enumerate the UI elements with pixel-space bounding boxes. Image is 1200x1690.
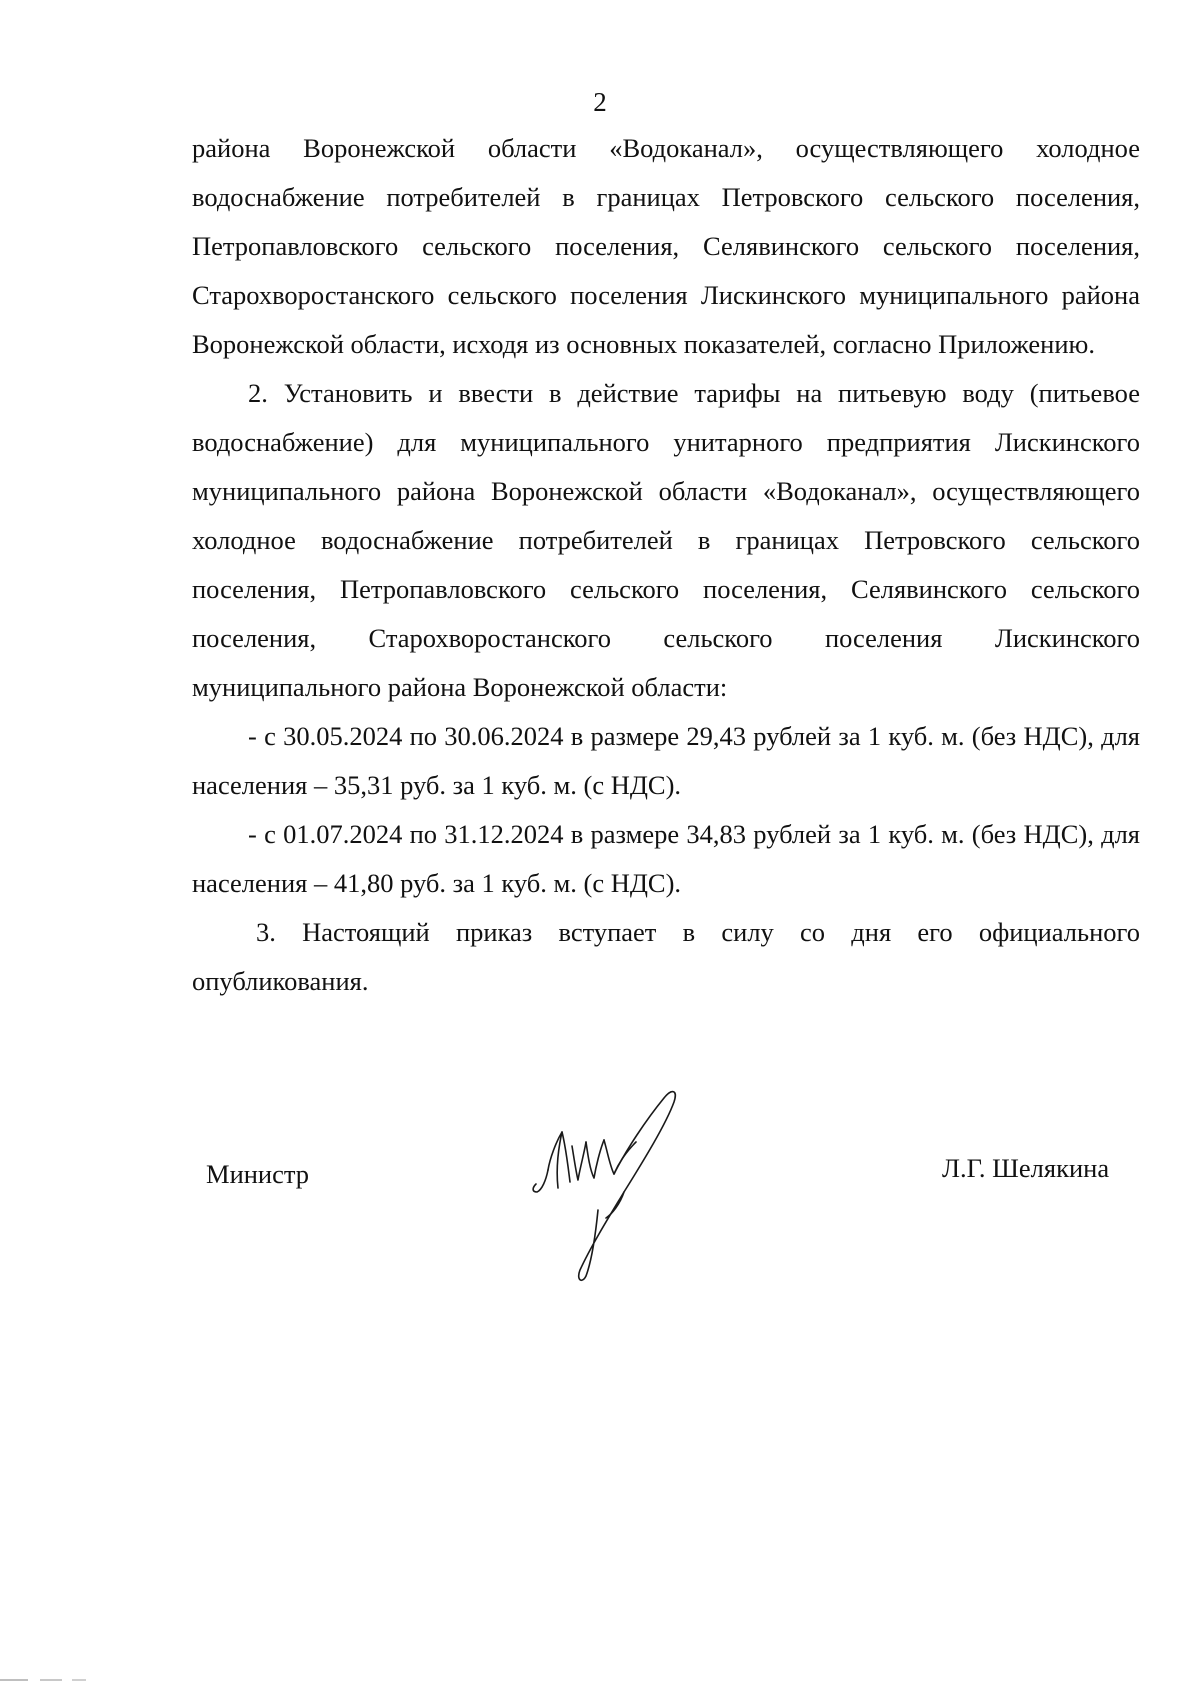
paragraph-continuation: района Воронежской области «Водоканал», осуществляющего холодное водоснабжение потребителей в границах Петровского сельского поселения, Петропавловского сельского поселения, Селявинского сельского поселения, Старохворостанского сельского поселения Лискинского муниципального района Воронежской области, исходя из основных показателей, согласно Приложению. (192, 133, 1140, 359)
document-body (192, 124, 1140, 1006)
tariff-period-2: - с 01.07.2024 по 31.12.2024 в размере 34,83 рублей за 1 куб. м. (без НДС), для населения – 41,80 руб. за 1 куб. м. (с НДС). (192, 819, 1140, 898)
tariff-period-1: - с 30.05.2024 по 30.06.2024 в размере 29,43 рублей за 1 куб. м. (без НДС), для населения – 35,31 руб. за 1 куб. м. (с НДС). (192, 721, 1140, 800)
signature-block (0, 1080, 1200, 1300)
handwritten-signature (528, 1080, 708, 1290)
signer-name: Л.Г. Шелякина (942, 1153, 1110, 1183)
signer-title: Министр (206, 1159, 310, 1189)
page-number: 2 (593, 87, 607, 117)
scan-artifact (0, 1678, 120, 1682)
paragraph-item-2: 2. Установить и ввести в действие тарифы на питьевую воду (питьевое водоснабжение) для муниципального унитарного предприятия Лискинского муниципального района Воронежской области «Водоканал», осуществляющего холодное водоснабжение потребителей в границах Петровского сельского поселения, Петропавловского сельского поселения, Селявинского сельского поселения, Старохворостанского сельского поселения Лискинского муниципального района Воронежской области: (192, 378, 1140, 702)
paragraph-item-3: 3. Настоящий приказ вступает в силу со дня его официального опубликования. (192, 917, 1140, 996)
